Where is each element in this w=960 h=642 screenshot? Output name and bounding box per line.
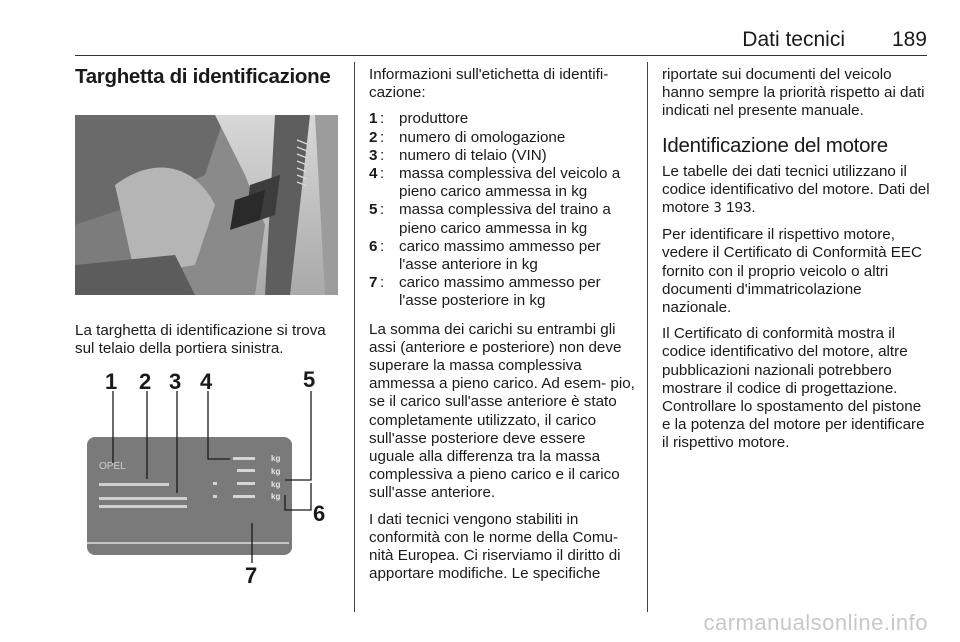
callout-2: 2 [139,369,152,394]
label-unit-2: kg [271,467,281,476]
column-2 [369,62,635,591]
callout-1: 1 [105,369,118,394]
section-heading: Targhetta di identificazione [75,65,331,88]
photo-caption: La targhetta di identificazione si trova sul telaio della portiera sinistra. [75,322,326,358]
engine-id-heading: Identificazione del motore [662,133,888,157]
specs-paragraph: I dati tecnici vengono stabiliti in conformità con le norme della Comu- nità Europea. Ci riserviamo il diritto di apportare modifiche. Le specifiche [369,510,621,583]
page-header [75,26,927,52]
column-3 [662,62,930,461]
door-frame-photo [75,115,338,295]
column-divider-2 [647,62,648,612]
list-item-text: massa complessiva del veicolo a pieno carico ammessa in kg [399,165,621,201]
list-item-key: 4 [369,165,378,183]
engine-code-paragraph [662,163,930,219]
door-frame-illustration [75,115,338,295]
certificate-paragraph: Per identificare il rispettivo motore, vedere il Certificato di Conformità EEC fornito con il proprio veicolo o altri documenti d'immatricolazione nazionale. [662,226,922,317]
label-unit-3: kg [271,480,281,489]
label-brand: OPEL [99,461,126,472]
list-item-text: numero di telaio (VIN) [399,146,547,164]
list-item: 2 : numero di omologazione [369,128,566,146]
page-number: 189 [891,28,927,51]
page-reference-link[interactable]: 193. [726,199,756,217]
list-item: 4 : massa complessiva del veicolo a pieno carico ammessa in kg [369,165,621,201]
column-1 [75,62,343,90]
header-rule [75,55,927,56]
label-info-list [369,110,635,310]
engine-code-text: Le tabelle dei dati tecnici utilizzano il codice identificativo del motore. Dati del motore [662,162,930,217]
callout-4: 4 [200,369,213,394]
section-title: Dati tecnici [742,28,845,51]
list-item-key: 3 [369,146,378,164]
list-item-key: 1 [369,110,378,128]
list-item: 7 : carico massimo ammesso per l'asse posteriore in kg [369,274,601,310]
callout-3: 3 [169,369,182,394]
watermark: carmanualsonline.info [703,610,928,635]
identification-label-figure [75,365,338,585]
list-item-key: 7 [369,274,378,292]
list-intro: Informazioni sull'etichetta di identifi- cazione: [369,66,609,102]
list-item-key: 2 [369,128,378,146]
label-diagram [75,365,338,585]
callout-6: 6 [313,501,326,526]
label-unit-4: kg [271,492,281,501]
specs-paragraph-continued: riportate sui documenti del veicolo hanno sempre la priorità rispetto ai dati indicati nel presente manuale. [662,66,925,120]
axle-load-paragraph: La somma dei carichi su entrambi gli assi (anteriore e posteriore) non deve superare la massa complessiva ammessa a pieno carico. Ad esem- pio, se il carico sull'asse anteriore è stato completamente utilizzato, il carico sull'asse posteriore deve essere uguale alla differenza tra la massa complessiva a pieno carico e il carico sull'asse anteriore. [369,320,635,502]
callout-7: 7 [245,563,258,585]
callout-5: 5 [303,367,316,392]
label-unit-1: kg [271,454,281,463]
page-reference-icon: 3 [713,201,722,217]
list-item-text: numero di omologazione [399,128,566,146]
list-item: 5 : massa complessiva del traino a pieno carico ammessa in kg [369,201,611,237]
list-item-key: 5 [369,201,378,219]
list-item-text: produttore [399,110,469,128]
list-item-text: massa complessiva del traino a pieno carico ammessa in kg [399,201,611,237]
conformity-paragraph: Il Certificato di conformità mostra il codice identificativo del motore, altre pubblicazioni nazionali potrebbero mostrare il codice di progettazione. Controllare lo spostamento del pistone e la potenza del motore per identificare il rispettivo motore. [662,325,925,452]
list-item-key: 6 [369,237,378,255]
list-item: 1 : produttore [369,110,469,128]
list-item: 6 : carico massimo ammesso per l'asse anteriore in kg [369,237,601,274]
list-item-text: carico massimo ammesso per l'asse anteriore in kg [399,237,601,274]
column-divider-1 [354,62,355,612]
list-item-text: carico massimo ammesso per l'asse posteriore in kg [399,274,601,310]
list-item: 3 : numero di telaio (VIN) [369,146,547,164]
